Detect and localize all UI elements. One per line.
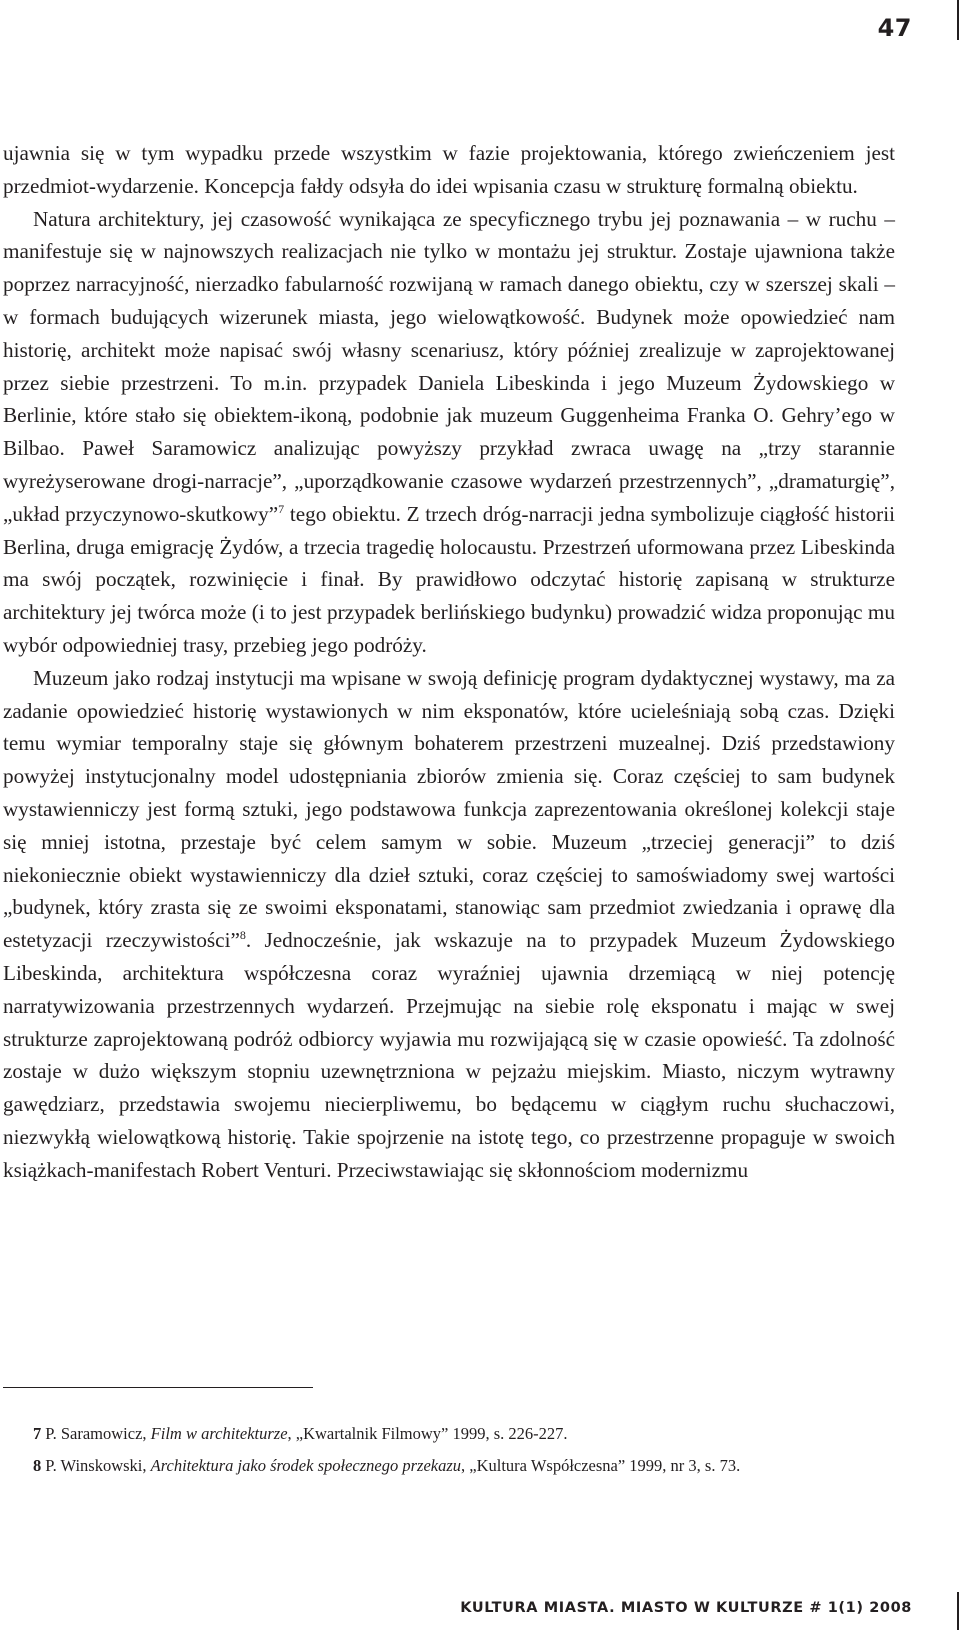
running-footer: KULTURA MIASTA. MIASTO W KULTURZE # 1(1) 2008 (460, 1600, 912, 1616)
paragraph-3-text: Muzeum jako rodzaj instytucji ma wpisane w swoją definicję program dydaktycznej wystawy, ma za zadanie opowiedzieć historię wystawionych w nim eksponatów, które ucieleśniają sobą czas. Dzięki temu wymiar temporalny staje się głównym bohaterem przestrzeni muzealnej. Dziś przedstawiony powyżej instytucjonalny model udostępniania zbiorów zmienia się. Coraz częściej to sam budynek wystawienniczy jest formą sztuki, jego podstawowa funkcja zaprezentowania określonej kolekcji staje się mniej istotna, przestaje być celem samym w sobie. Muzeum „trzeciej generacji” to dziś niekoniecznie obiekt wystawienniczy dla dzieł sztuki, coraz częściej to samoświadomy swej wartości „budynek, który zrasta się ze swoimi eksponatami, stanowiąc sam przedmiot zwiedzania i oprawę dla estetyzacji rzeczywistości” (3, 665, 895, 953)
paragraph-3 (3, 662, 895, 1187)
footnote-text: , „Kwartalnik Filmowy” 1999, s. 226-227. (287, 1424, 568, 1443)
footnote-separator (3, 1387, 313, 1388)
footnote-ref-8[interactable]: 8 (239, 928, 246, 943)
footnote-text: , „Kultura Współczesna” 1999, nr 3, s. 73. (461, 1456, 741, 1475)
footnotes (33, 1418, 913, 1482)
paragraph-1: ujawnia się w tym wypadku przede wszystkim w fazie projektowania, którego zwieńczeniem jest przedmiot-wydarzenie. Koncepcja fałdy odsyła do idei wpisania czasu w strukturę formalną obiektu. (3, 141, 895, 198)
page-edge-rule-bottom (957, 1592, 959, 1630)
page-number: 47 (877, 14, 912, 42)
paragraph-2-tail: tego obiektu. Z trzech dróg-narracji jedna symbolizuje ciągłość historii Berlina, druga emigrację Żydów, a trzecia tragedię holocaustu. Przestrzeń uformowana przez Libeskinda ma swój początek, rozwinięcie i finał. By prawidłowo odczytać historię zapisaną w strukturze architektury jej twórca może (i to jest przypadek berlińskiego budynku) prowadzić widza proponując mu wybór odpowiedniej trasy, przebieg jego podróży. (3, 501, 895, 657)
paragraph-2-text: Natura architektury, jej czasowość wynikająca ze specyficznego trybu jej poznawania – w ruchu – manifestuje się w najnowszych realizacjach nie tylko w montażu jej struktur. Zostaje ujawniona także poprzez narracyjność, nierzadko fabularność rozwijaną w ramach danego obiektu, czy w szerszej skali – w formach budujących wizerunek miasta, jego wielowątkowość. Budynek może opowiedzieć nam historię, architekt może napisać swój własny scenariusz, który później zrealizuje w zaprojektowanej przez siebie przestrzeni. To m.in. przypadek Daniela Libeskinda i jego Muzeum Żydowskiego w Berlinie, które stało się obiektem-ikoną, podobnie jak muzeum Guggenheima Franka O. Gehry’ego w Bilbao. Paweł Saramowicz analizując powyższy przykład zwraca uwagę na „trzy starannie wyreżyserowane drogi-narracje”, „uporządkowanie czasowe wydarzeń przestrzennych”, „dramaturgię”, „układ przyczynowo-skutkowy” (3, 206, 895, 526)
body-text (3, 137, 895, 1187)
footnote-number: 7 (33, 1424, 42, 1443)
footnote-text: P. Saramowicz, (45, 1424, 151, 1443)
footnote-text: P. Winskowski, (45, 1456, 151, 1475)
paragraph-3-tail: . Jednocześnie, jak wskazuje na to przypadek Muzeum Żydowskiego Libeskinda, architektura współczesna coraz wyraźniej ujawnia drzemiącą w niej potencję narratywizowania przestrzennych wydarzeń. Przejmując na siebie rolę eksponatu i mając w swej strukturze zaprojektowaną podróż odbiorcy wyjawia mu rozwijającą się w czasie opowieść. Ta zdolność zostaje w dużo większym stopniu uzewnętrzniona w pejzażu miejskim. Miasto, niczym wytrawny gawędziarz, przedstawia swojemu niecierpliwemu, bo będącemu w ciągłym ruchu słuchaczowi, niezwykłą wielowątkową historię. Takie spojrzenie na istotę tego, co przestrzenne propaguje w swoich książkach-manifestach Robert Venturi. Przeciwstawiając się skłonnościom modernizmu (3, 928, 895, 1182)
paragraph-2 (3, 203, 895, 662)
footnote-7 (33, 1418, 913, 1450)
footnote-title: Architektura jako środek społecznego przekazu (150, 1456, 462, 1475)
footnote-number: 8 (33, 1456, 42, 1475)
footnote-8 (33, 1450, 913, 1482)
footnote-title: Film w architekturze (150, 1424, 288, 1443)
footnote-ref-7[interactable]: 7 (278, 501, 285, 516)
page-edge-rule-top (957, 0, 959, 40)
